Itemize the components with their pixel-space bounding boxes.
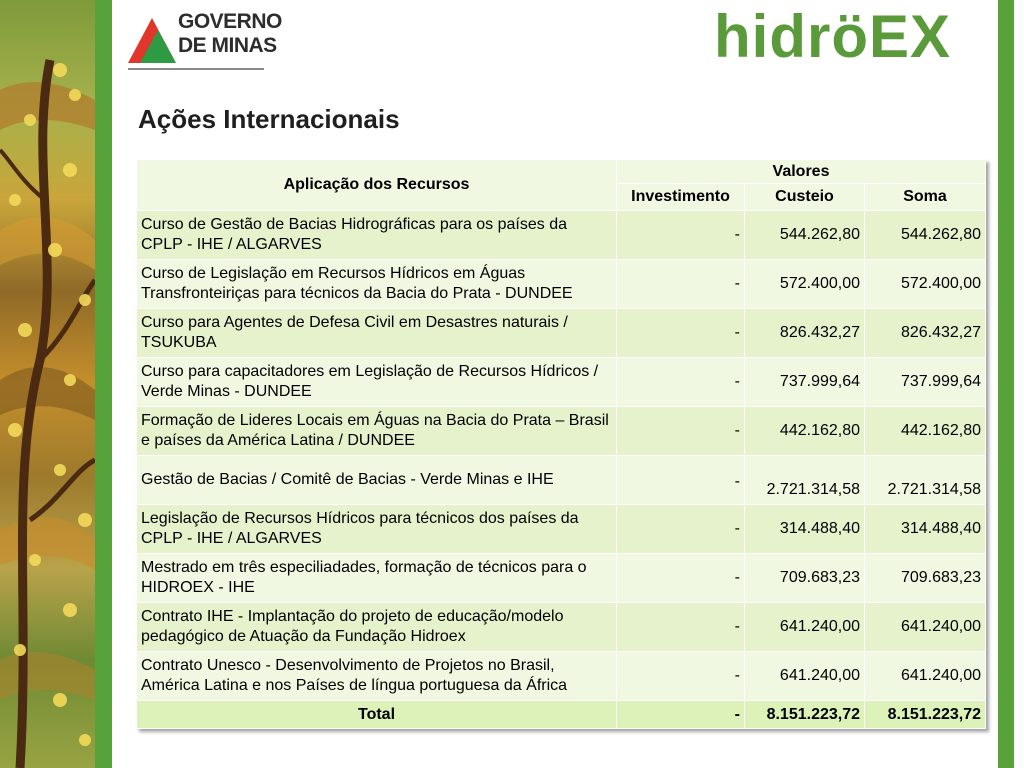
header-soma: Soma [865, 184, 986, 211]
table-header-row [137, 160, 986, 184]
table-row [137, 652, 986, 701]
row-description: Curso de Legislação em Recursos Hídricos em Águas Transfronteiriças para técnicos da Bacia do Prata - DUNDEE [137, 260, 617, 309]
row-investimento: - [617, 309, 745, 358]
resources-table [136, 159, 986, 729]
header-valores: Valores [617, 160, 986, 184]
row-soma: 641.240,00 [865, 652, 986, 701]
row-description: Mestrado em três especiliadades, formação de técnicos para o HIDROEX - IHE [137, 554, 617, 603]
table-row [137, 211, 986, 260]
left-green-border [95, 0, 112, 768]
row-investimento: - [617, 554, 745, 603]
resources-table-container [136, 159, 986, 729]
row-investimento: - [617, 211, 745, 260]
row-description: Contrato Unesco - Desenvolvimento de Projetos no Brasil, América Latina e nos Países de língua portuguesa da África [137, 652, 617, 701]
table-row [137, 456, 986, 505]
row-custeio: 641.240,00 [745, 652, 865, 701]
table-row [137, 260, 986, 309]
row-soma: 314.488,40 [865, 505, 986, 554]
governo-logo-text [178, 10, 282, 58]
row-investimento: - [617, 603, 745, 652]
header-investimento: Investimento [617, 184, 745, 211]
row-soma: 709.683,23 [865, 554, 986, 603]
row-custeio: 314.488,40 [745, 505, 865, 554]
total-investimento: - [617, 701, 745, 729]
total-row [137, 701, 986, 729]
page-title: Ações Internacionais [138, 104, 400, 134]
row-custeio: 641.240,00 [745, 603, 865, 652]
row-investimento: - [617, 407, 745, 456]
row-description: Gestão de Bacias / Comitê de Bacias - Verde Minas e IHE [137, 456, 617, 505]
governo-logo-line2: DE MINAS [178, 34, 277, 57]
row-soma: 826.432,27 [865, 309, 986, 358]
row-custeio: 709.683,23 [745, 554, 865, 603]
row-soma: 442.162,80 [865, 407, 986, 456]
row-description: Curso de Gestão de Bacias Hidrográficas para os países da CPLP - IHE / ALGARVES [137, 211, 617, 260]
row-custeio: 544.262,80 [745, 211, 865, 260]
row-investimento: - [617, 505, 745, 554]
row-investimento: - [617, 456, 745, 505]
right-green-border [998, 0, 1014, 768]
row-custeio: 572.400,00 [745, 260, 865, 309]
row-custeio: 737.999,64 [745, 358, 865, 407]
row-description: Curso para capacitadores em Legislação de Recursos Hídricos / Verde Minas - DUNDEE [137, 358, 617, 407]
table-row [137, 309, 986, 358]
row-description: Curso para Agentes de Defesa Civil em Desastres naturais / TSUKUBA [137, 309, 617, 358]
row-soma: 2.721.314,58 [865, 456, 986, 505]
row-soma: 544.262,80 [865, 211, 986, 260]
row-description: Formação de Lideres Locais em Águas na Bacia do Prata – Brasil e países da América Latina / DUNDEE [137, 407, 617, 456]
governo-logo-line1: GOVERNO [178, 10, 282, 33]
logo-underline [128, 68, 264, 70]
row-custeio: 826.432,27 [745, 309, 865, 358]
table-row [137, 505, 986, 554]
row-soma: 641.240,00 [865, 603, 986, 652]
table-row [137, 554, 986, 603]
row-description: Legislação de Recursos Hídricos para técnicos dos países da CPLP - IHE / ALGARVES [137, 505, 617, 554]
row-investimento: - [617, 358, 745, 407]
total-label: Total [137, 701, 617, 729]
row-custeio: 442.162,80 [745, 407, 865, 456]
header-aplicacao: Aplicação dos Recursos [137, 160, 617, 211]
hidroex-logo: hidröEX [714, 3, 952, 70]
total-soma: 8.151.223,72 [865, 701, 986, 729]
row-soma: 572.400,00 [865, 260, 986, 309]
header-custeio: Custeio [745, 184, 865, 211]
table-row [137, 603, 986, 652]
row-investimento: - [617, 652, 745, 701]
table-row [137, 407, 986, 456]
row-investimento: - [617, 260, 745, 309]
row-soma: 737.999,64 [865, 358, 986, 407]
total-custeio: 8.151.223,72 [745, 701, 865, 729]
row-description: Contrato IHE - Implantação do projeto de educação/modelo pedagógico de Atuação da Fundação Hidroex [137, 603, 617, 652]
table-row [137, 358, 986, 407]
row-custeio: 2.721.314,58 [745, 456, 865, 505]
